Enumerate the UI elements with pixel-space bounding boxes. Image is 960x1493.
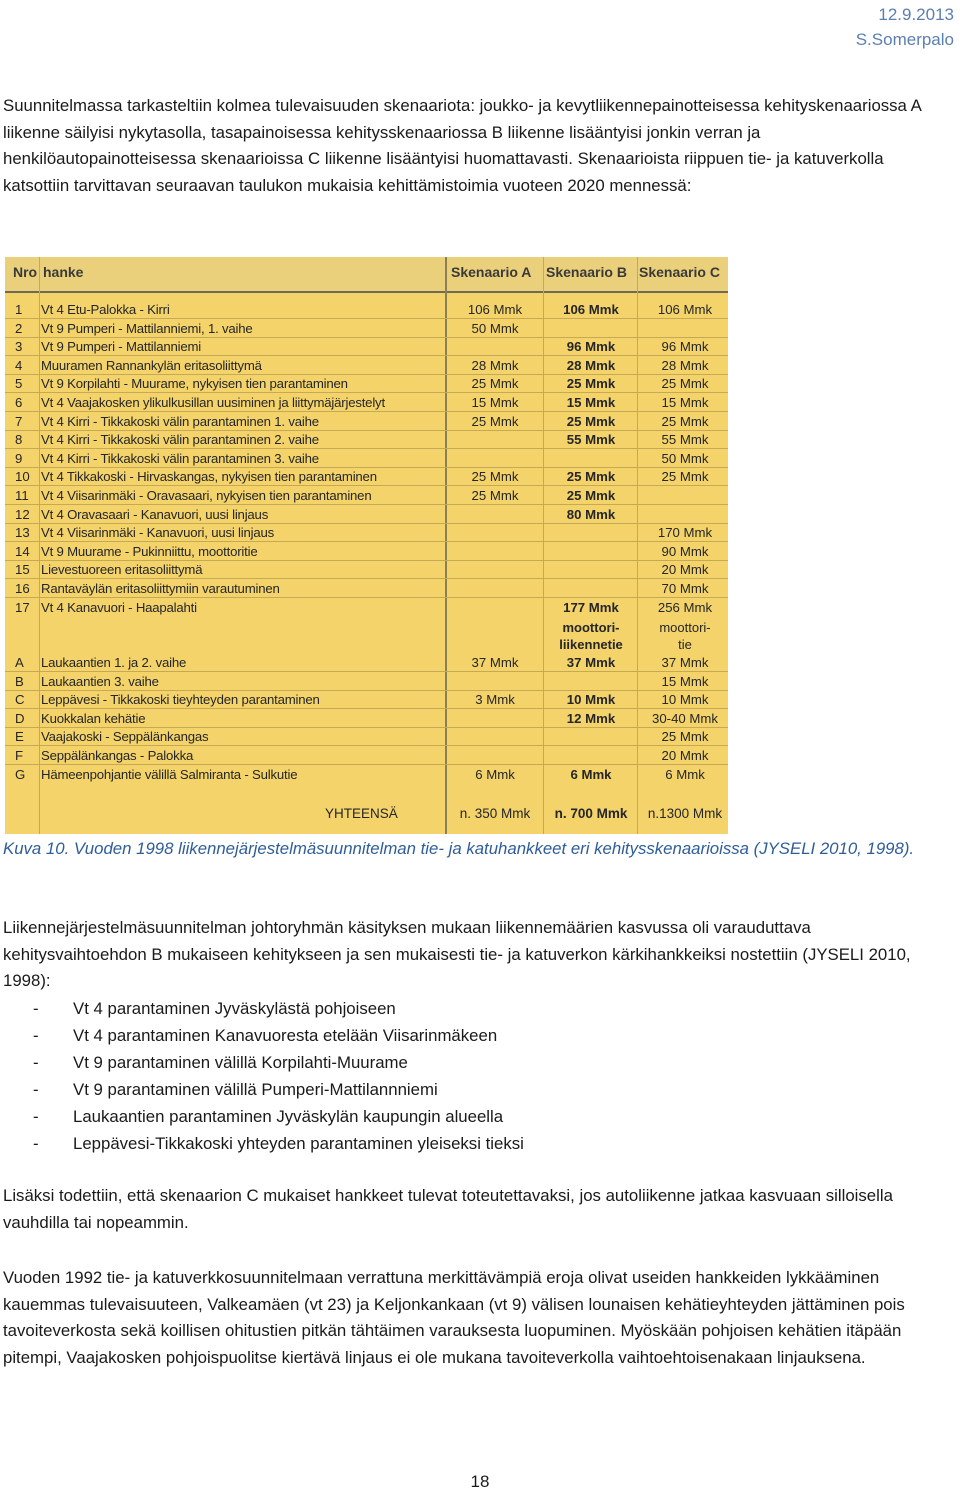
project-name: Seppälänkangas - Palokka — [41, 748, 194, 763]
row-number: F — [15, 748, 24, 763]
scenario-c-cost: 6 Mmk — [665, 766, 705, 782]
page-number: 18 — [470, 1472, 490, 1491]
scenario-b-cost: 80 Mmk — [566, 506, 616, 522]
scenario-b-row17-note: moottori- liikennetie — [559, 620, 623, 652]
scenario-c-cost: 25 Mmk — [661, 376, 709, 392]
row-number: B — [15, 673, 24, 689]
scenario-b-cost: 6 Mmk — [570, 766, 612, 782]
row-number: 16 — [15, 581, 30, 596]
scenario-a-cost: 50 Mmk — [471, 320, 519, 336]
scenario-c-cost: 256 Mmk — [657, 599, 713, 615]
scenario-c-cost: 25 Mmk — [661, 469, 709, 485]
row-number: G — [15, 766, 26, 782]
row-number: 13 — [15, 525, 30, 541]
row-number: 5 — [15, 376, 23, 392]
row-number: 3 — [15, 339, 23, 355]
header-scenario-c: Skenaario C — [639, 264, 720, 280]
total-scenario-c: n.1300 Mmk — [647, 806, 723, 821]
bullet-dash: - — [33, 1107, 39, 1126]
scenario-b-cost: 25 Mmk — [566, 413, 616, 429]
table-row — [5, 747, 728, 765]
row-number: 10 — [15, 469, 30, 485]
table-row — [5, 375, 728, 393]
header-divider — [5, 291, 728, 293]
row-number: 15 — [15, 562, 30, 578]
project-name: Laukaantien 1. ja 2. vaihe — [41, 655, 187, 670]
list-item — [3, 1022, 943, 1049]
table-row — [5, 728, 728, 746]
bullet-dash: - — [33, 999, 39, 1018]
scenario-c-cost: 50 Mmk — [661, 450, 709, 466]
project-name: Vt 9 Muurame - Pukinniittu, moottoritie — [41, 543, 258, 559]
list-item — [3, 1130, 943, 1157]
scenario-a-cost: 28 Mmk — [471, 357, 519, 373]
scenario-c-cost: 20 Mmk — [661, 562, 709, 578]
list-item-text: Leppävesi-Tikkakoski yhteyden parantaminen yleiseksi tieksi — [73, 1134, 524, 1153]
list-item — [3, 1103, 943, 1130]
list-item — [3, 1049, 943, 1076]
table-row — [5, 710, 728, 728]
header-author: S.Somerpalo — [855, 30, 954, 49]
scenario-c-cost: 25 Mmk — [661, 729, 709, 745]
project-name: Muuramen Rannankylän eritasoliittymä — [41, 357, 262, 373]
scenario-b-cost: 28 Mmk — [566, 357, 616, 373]
table-row — [5, 654, 728, 672]
scenario-c-cost: 25 Mmk — [661, 413, 709, 429]
header-hanke: hanke — [43, 264, 84, 280]
list-item-text: Vt 4 parantaminen Kanavuoresta etelään Viisarinmäkeen — [73, 1026, 498, 1045]
scenario-a-cost: 25 Mmk — [471, 413, 519, 429]
table-row — [5, 450, 728, 468]
header-scenario-a: Skenaario A — [451, 264, 532, 280]
row-number: 11 — [15, 488, 29, 503]
bullet-dash: - — [33, 1026, 39, 1045]
bullet-dash: - — [33, 1080, 39, 1099]
table-row — [5, 338, 728, 356]
project-name: Vt 4 Tikkakoski - Hirvaskangas, nykyisen tien parantaminen — [41, 469, 377, 485]
priority-project-list — [3, 995, 943, 1157]
table-row — [5, 487, 728, 505]
project-name: Leppävesi - Tikkakoski tieyhteyden parantaminen — [41, 692, 320, 708]
list-item — [3, 995, 943, 1022]
scenario-b-cost: 55 Mmk — [566, 432, 616, 448]
project-name: Vt 4 Kirri - Tikkakoski välin parantaminen 1. vaihe — [41, 413, 319, 429]
list-item-text: Vt 4 parantaminen Jyväskylästä pohjoiseen — [73, 999, 396, 1018]
table-row — [5, 394, 728, 412]
project-name: Vt 4 Oravasaari - Kanavuori, uusi linjaus — [41, 506, 269, 522]
scenario-c-cost: 96 Mmk — [661, 339, 709, 355]
table-row — [5, 691, 728, 709]
row-number: C — [15, 692, 25, 708]
row-number: 1 — [15, 302, 23, 317]
scenario-c-row17-note: moottori- tie — [659, 620, 711, 652]
project-name: Vt 4 Viisarinmäki - Oravasaari, nykyisen tien parantaminen — [41, 488, 372, 503]
table-row — [5, 524, 728, 542]
table-row — [5, 301, 728, 319]
scenario-c-cost: 28 Mmk — [661, 357, 709, 373]
scenario-c-cost: 70 Mmk — [661, 581, 709, 596]
row-number: E — [15, 729, 24, 745]
scenario-b-cost: 15 Mmk — [566, 395, 616, 410]
scenario-c-cost: 15 Mmk — [661, 673, 709, 689]
table-row — [5, 357, 728, 375]
project-name: Vt 4 Kanavuori - Haapalahti — [41, 599, 197, 615]
scenario-b-cost: 25 Mmk — [566, 469, 616, 485]
header-scenario-b: Skenaario B — [546, 264, 627, 280]
row-number: 4 — [15, 357, 23, 373]
table-row — [5, 431, 728, 449]
paragraph-scenario-c: Lisäksi todettiin, että skenaarion C mukaiset hankkeet tulevat toteutettavaksi, jos autoliikenne jatkaa kasvuaan silloisella vauhdilla tai nopeammin. — [3, 1186, 893, 1232]
scenario-c-cost: 10 Mmk — [661, 692, 709, 708]
paragraph-priorities: Liikennejärjestelmäsuunnitelman johtoryhmän käsityksen mukaan liikennemäärien kasvussa oli varauduttava kehitysvaihtoehdon B mukaiseen kehitykseen ja sen mukaisesti tie- ja katuverkon kärkihankkeiksi nostettiin (JYSELI 2010, 1998): — [3, 918, 911, 990]
row-number: 8 — [15, 432, 23, 448]
list-item-text: Laukaantien parantaminen Jyväskylän kaupungin alueella — [73, 1107, 504, 1126]
scenario-c-cost: 15 Mmk — [661, 395, 709, 410]
row-number: 14 — [15, 543, 30, 559]
bullet-dash: - — [33, 1134, 39, 1153]
row-number: 6 — [15, 395, 23, 410]
project-name: Vt 9 Pumperi - Mattilanniemi, 1. vaihe — [41, 320, 253, 336]
totals-row — [5, 803, 728, 825]
scenario-b-cost: 25 Mmk — [566, 376, 616, 392]
figure-caption: Kuva 10. Vuoden 1998 liikennejärjestelmäsuunnitelman tie- ja katuhankkeet eri kehitysskenaarioissa (JYSELI 2010, 1998). — [3, 839, 915, 858]
project-table-figure — [5, 257, 728, 834]
scenario-c-cost: 90 Mmk — [661, 543, 709, 559]
scenario-a-cost: 106 Mmk — [467, 302, 523, 317]
project-name: Vt 9 Pumperi - Mattilanniemi — [41, 339, 202, 355]
scenario-a-cost: 25 Mmk — [471, 469, 519, 485]
intro-paragraph: Suunnitelmassa tarkasteltiin kolmea tulevaisuuden skenaariota: joukko- ja kevytliikennepainotteisessa kehityskenaariossa A liikenne säilyisi nykytasolla, tasapainoisessa kehitysskenaariossa B liikenne lisääntyisi jonkin verran ja henkilöautopainotteisessa skenaarioissa C liikenne lisääntyisi huomattavasti. Skenaarioista riippuen tie- ja katuverkolla katsottiin tarvittavan seuraavan taulukon mukaisia kehittämistoimia vuoteen 2020 mennessä: — [3, 96, 921, 195]
scenario-c-cost: 37 Mmk — [661, 655, 709, 670]
project-name: Vt 9 Korpilahti - Muurame, nykyisen tien parantaminen — [41, 376, 348, 392]
project-name: Vt 4 Viisarinmäki - Kanavuori, uusi linjaus — [41, 525, 275, 541]
scenario-a-cost: 37 Mmk — [471, 655, 519, 670]
row-number: 9 — [15, 450, 23, 466]
project-name: Hämeenpohjantie välillä Salmiranta - Sulkutie — [41, 766, 298, 782]
scenario-b-cost: 10 Mmk — [566, 692, 616, 708]
project-name: Vt 4 Vaajakosken ylikulkusillan uusiminen ja liittymäjärjestelyt — [41, 395, 385, 410]
list-item-text: Vt 9 parantaminen välillä Pumperi-Mattilannniemi — [73, 1080, 438, 1099]
table-row — [5, 506, 728, 524]
table-row — [5, 673, 728, 691]
table-row — [5, 543, 728, 561]
scenario-c-cost: 20 Mmk — [661, 748, 709, 763]
row-number: 17 — [15, 599, 30, 615]
table-row — [5, 580, 728, 598]
header-nro: Nro — [13, 264, 38, 280]
scenario-c-cost: 170 Mmk — [657, 525, 713, 541]
row-number: 12 — [15, 506, 30, 522]
scenario-a-cost: 25 Mmk — [471, 488, 519, 503]
header-date: 12.9.2013 — [878, 5, 954, 24]
project-name: Rantaväylän eritasoliittymiin varautuminen — [41, 581, 280, 596]
scenario-b-cost: 12 Mmk — [566, 710, 616, 726]
row-number: D — [15, 710, 25, 726]
table-row — [5, 599, 728, 617]
scenario-b-cost: 106 Mmk — [563, 302, 619, 317]
table-row — [5, 766, 728, 784]
project-name: Vt 4 Etu-Palokka - Kirri — [41, 302, 170, 317]
project-name: Vaajakoski - Seppälänkangas — [41, 729, 209, 745]
scenario-c-cost: 55 Mmk — [661, 432, 709, 448]
paragraph-comparison: Vuoden 1992 tie- ja katuverkkosuunnitelmaan verrattuna merkittävämpiä eroja olivat useiden hankkeiden lykkääminen kauemmas tulevaisuuteen, Valkeamäen (vt 23) ja Keljonkankaan (vt 9) välisen lounaisen kehätieyhteyden jättäminen pois tavoiteverkosta sekä koillisen ohitustien pitkän tähtäimen varauksesta luopuminen. Myöskään pohjoisen kehätien itäpään pitempi, Vaajakosken pohjoispuolitse kiertävä linjaus ei ole mukana tavoiteverkolla vaihtoehtoisenakaan linjauksena. — [3, 1268, 905, 1367]
page-header — [856, 2, 954, 52]
scenario-b-cost: 25 Mmk — [566, 488, 616, 503]
list-item — [3, 1076, 943, 1103]
table-row — [5, 413, 728, 431]
project-name: Vt 4 Kirri - Tikkakoski välin parantaminen 2. vaihe — [41, 432, 319, 448]
scenario-a-cost: 3 Mmk — [475, 692, 515, 708]
row-number: A — [15, 655, 24, 670]
scenario-a-cost: 25 Mmk — [471, 376, 519, 392]
scenario-b-cost: 177 Mmk — [563, 599, 619, 615]
table-row — [5, 561, 728, 579]
row-number: 7 — [15, 413, 23, 429]
scenario-a-cost: 6 Mmk — [475, 766, 515, 782]
project-name: Laukaantien 3. vaihe — [41, 673, 159, 689]
table-row — [5, 320, 728, 338]
table-row — [5, 468, 728, 486]
scenario-b-cost: 96 Mmk — [566, 339, 616, 355]
scenario-a-cost: 15 Mmk — [471, 395, 519, 410]
list-item-text: Vt 9 parantaminen välillä Korpilahti-Muurame — [73, 1053, 408, 1072]
scenario-c-cost: 106 Mmk — [657, 302, 713, 317]
row-number: 2 — [15, 320, 23, 336]
project-name: Lievestuoreen eritasoliittymä — [41, 562, 203, 578]
bullet-dash: - — [33, 1053, 39, 1072]
project-name: Kuokkalan kehätie — [41, 710, 146, 726]
scenario-b-cost: 37 Mmk — [566, 655, 616, 670]
totals-label: YHTEENSÄ — [325, 806, 398, 821]
total-scenario-b: n. 700 Mmk — [554, 806, 628, 821]
total-scenario-a: n. 350 Mmk — [459, 806, 531, 821]
project-name: Vt 4 Kirri - Tikkakoski välin parantaminen 3. vaihe — [41, 450, 319, 466]
scenario-c-cost: 30-40 Mmk — [652, 710, 718, 726]
